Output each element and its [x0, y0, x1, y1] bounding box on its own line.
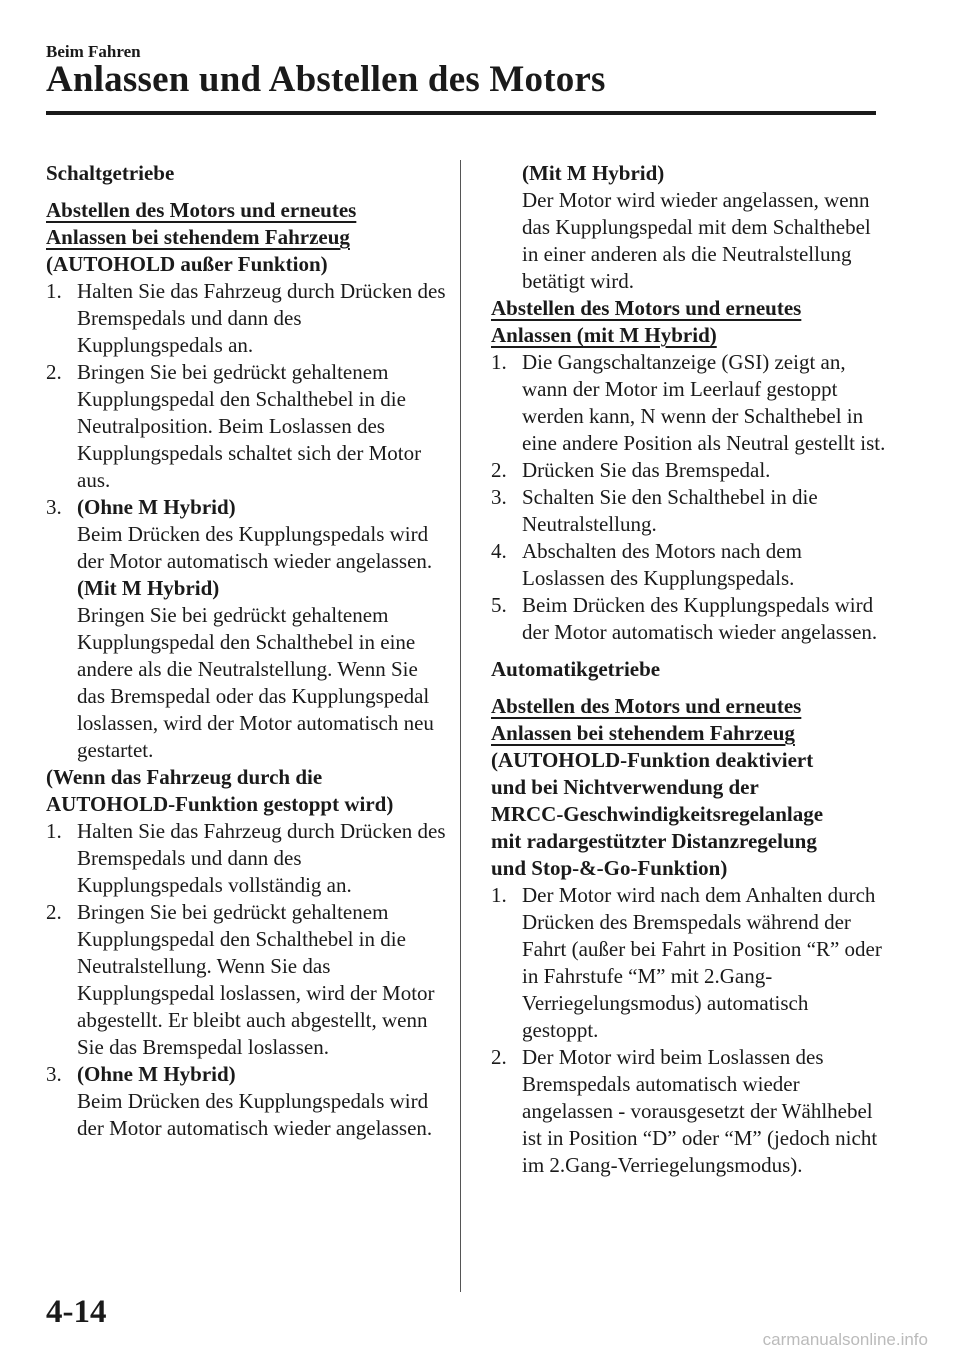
list-item: 2. Der Motor wird beim Loslassen des Bremspedals automatisch wieder angelassen - vorausgesetzt der Wählhebel ist in Position “D” oder “M” (jedoch nicht im 2.Gang-Verriegelungsmodus).: [491, 1045, 878, 1177]
heading-schaltgetriebe: Schaltgetriebe: [46, 161, 175, 185]
watermark: carmanualsonline.info: [762, 1330, 928, 1349]
list-item: 3. (Ohne M Hybrid) Beim Drücken des Kupplungspedals wird der Motor automatisch wieder angelassen.: [46, 1061, 446, 1142]
section-label: Beim Fahren: [46, 42, 141, 61]
left-column: [46, 160, 446, 1142]
subheading-stop-restart-auto: Abstellen des Motors und erneutes Anlassen bei stehendem Fahrzeug: [491, 694, 802, 745]
subheading-stop-restart-hybrid: Abstellen des Motors und erneutes Anlassen (mit M Hybrid): [491, 296, 802, 347]
variant-label: (Ohne M Hybrid): [77, 1062, 236, 1086]
variant-label: (Mit M Hybrid): [522, 161, 665, 185]
condition-autohold-off: (AUTOHOLD außer Funktion): [46, 252, 328, 276]
list-item: 2. Bringen Sie bei gedrückt gehaltenem Kupplungspedal den Schalthebel in die Neutralstellung. Wenn Sie das Kupplungspedal loslassen, wird der Motor abgestellt. Er bleibt auch abgestellt, wenn Sie das Bremspedal loslassen.: [46, 900, 435, 1059]
list-item: 4. Abschalten des Motors nach dem Loslassen des Kupplungspedals.: [491, 539, 802, 590]
column-divider: [460, 160, 461, 1292]
right-column: [491, 160, 886, 1179]
list-item: 3. (Ohne M Hybrid) Beim Drücken des Kupplungspedals wird der Motor automatisch wieder angelassen. (Mit M Hybrid) Bringen Sie bei gedrückt gehaltenem Kupplungspedal den Schalthebel in eine andere als die Neutralstellung. Wenn Sie das Bremspedal oder das Kupplungspedal loslassen, wird der Motor automatisch neu gestartet.: [46, 494, 446, 764]
list-item: 2. Bringen Sie bei gedrückt gehaltenem Kupplungspedal den Schalthebel in die Neutralposition. Beim Loslassen des Kupplungspedals schaltet sich der Motor aus.: [46, 360, 422, 492]
title-divider: [46, 111, 876, 115]
list-item: 5. Beim Drücken des Kupplungspedals wird der Motor automatisch wieder angelassen.: [491, 593, 878, 644]
page-title: Anlassen und Abstellen des Motors: [46, 59, 606, 100]
condition-autohold-deactivated: (AUTOHOLD-Funktion deaktiviert und bei Nichtverwendung der MRCC-Geschwindigkeitsregelanlage mit radargestützter Distanzregelung und Stop-&-Go-Funktion): [491, 748, 824, 880]
page-number: 4-14: [46, 1294, 107, 1330]
list-item: 1. Halten Sie das Fahrzeug durch Drücken des Bremspedals und dann des Kupplungspedals an.: [46, 279, 446, 357]
list-item: 1. Die Gangschaltanzeige (GSI) zeigt an, wann der Motor im Leerlauf gestoppt werden kann, N wenn der Schalthebel in eine andere Position als Neutral gestellt ist.: [491, 350, 886, 455]
subheading-stop-restart: Abstellen des Motors und erneutes Anlassen bei stehendem Fahrzeug: [46, 198, 357, 249]
list-item: 1. Der Motor wird nach dem Anhalten durch Drücken des Bremspedals während der Fahrt (außer bei Fahrt in Position “R” oder in Fahrstufe “M” mit 2.Gang-Verriegelungsmodus) automatisch gestoppt.: [491, 883, 882, 1042]
variant-label: (Ohne M Hybrid): [77, 495, 236, 519]
list-item: 3. Schalten Sie den Schalthebel in die Neutralstellung.: [491, 485, 818, 536]
continued-item: (Mit M Hybrid) Der Motor wird wieder angelassen, wenn das Kupplungspedal mit dem Schalthebel in einer anderen als die Neutralstellung betätigt wird.: [491, 160, 886, 295]
list-item: 1. Halten Sie das Fahrzeug durch Drücken des Bremspedals und dann des Kupplungspedals vollständig an.: [46, 819, 446, 897]
condition-autohold-stop: (Wenn das Fahrzeug durch die AUTOHOLD-Funktion gestoppt wird): [46, 765, 394, 816]
variant-label: (Mit M Hybrid): [77, 576, 220, 600]
list-item: 2. Drücken Sie das Bremspedal.: [491, 458, 771, 482]
heading-automatikgetriebe: Automatikgetriebe: [491, 657, 661, 681]
